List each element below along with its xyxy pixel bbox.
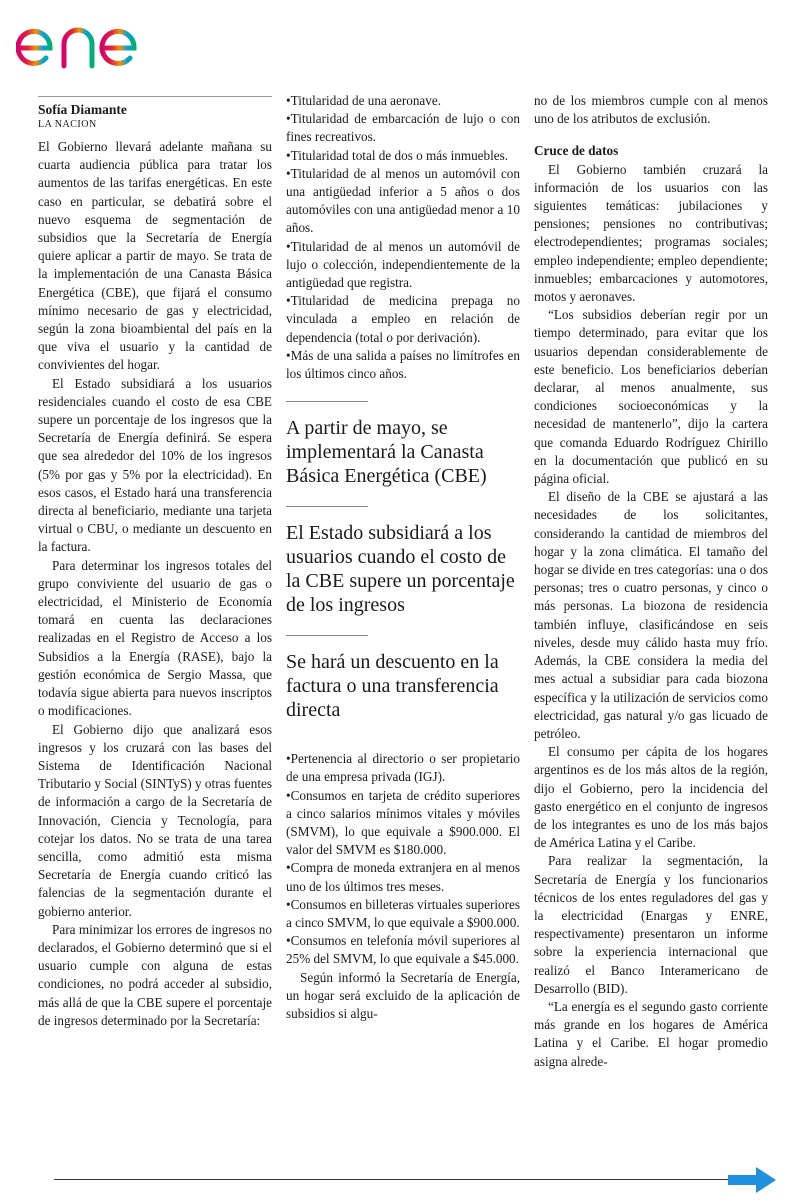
paragraph: El Gobierno dijo que analizará esos ingresos y los cruzará con las bases del Sistema de Identificación Nacional Tributario y Social (SINTyS) y otras fuentes de información a cargo de la Secretaría de Innovación, Ciencia y Tecnología, para cotejar los datos. No se trata de una tarea sencilla, como admitió esta misma Secretaría de Energía cuando criticó las falencias de la segmentación durante el gobierno anterior. [38,721,272,919]
list-item: • Compra de moneda extranjera en al menos uno de los últimos tres meses. [286,859,520,895]
paragraph: El diseño de la CBE se ajustará a las necesidades de los solicitantes, considerando la cantidad de miembros del hogar y la zona climática. El tamaño del hogar se divide en tres categorías: una o dos personas; tres o cuatro personas, y cinco o más personas. La biozona de residencia también influye, clasificándose en seis niveles, desde muy cálido hasta muy frío. Además, la CBE considera la media del mes actual a subsidiar para cada biozona específica y la utilización de servicios como electricidad, gas natural y/o gas licuado de petróleo. [534,489,768,741]
paragraph: El Estado subsidiará a los usuarios residenciales cuando el costo de esa CBE supere un porcentaje de los ingresos que la Secretaría de Energía definirá. Se espera que sea alrededor del 10% de los ingresos (5% por gas y 5% por la electricidad). En esos casos, el Estado hará una transferencia directa al beneficiario, mediante una tarjeta virtual o CBU, o mediante un descuento en la factura. [38,375,272,555]
paragraph: Para minimizar los errores de ingresos no declarados, el Gobierno determinó que si el usuario cumple con alguna de estas condiciones, no podrá acceder al subsidio, más allá de que la CBE supere el porcentaje de ingresos determinado por la Secretaría: [38,921,272,1028]
column-rule [38,96,272,97]
paragraph: Para realizar la segmentación, la Secretaría de Energía y los funcionarios técnicos de los entes reguladores del gas y la electricidad (Enargas y ENRE, respectivamente) presentaron un informe sobre la experiencia internacional que realizó el Banco Interamericano de Desarrollo (BID). [534,853,768,996]
exclusion-list-bottom [286,750,520,968]
pull-quote-rule [286,635,368,636]
paragraph: no de los miembros cumple con al menos uno de los atributos de exclusión. [534,93,768,127]
list-item: • Titularidad de una aeronave. [286,92,520,110]
paragraph: El Gobierno llevará adelante mañana su cuarta audiencia pública para tratar los aumentos de las tarifas energéticas. En este caso en particular, se debatirá sobre el nuevo esquema de segmentación de subsidios que la Secretaría de Energía quiere aplicar a partir de mayo. Se trata de la implementación de una Canasta Básica Energética (CBE), que fijará el consumo mínimo necesario de gas y electricidad, según la zona bioambiental del país en la que viva el usuario y la cantidad de convivientes del hogar. [38,139,272,373]
list-item: • Titularidad de medicina prepaga no vinculada a empleo en relación de dependencia (total o por derivación). [286,292,520,347]
list-item: • Titularidad de al menos un automóvil de lujo o colección, independientemente de la antigüedad que registra. [286,238,520,293]
enel-logo [16,8,178,72]
paragraph: Según informó la Secretaría de Energía, un hogar será excluido de la aplicación de subsidios si algu- [286,969,520,1022]
list-item: • Más de una salida a países no limítrofes en los últimos cinco años. [286,347,520,383]
exclusion-list-top [286,92,520,383]
paragraph: El consumo per cápita de los hogares argentinos es de los más altos de la región, dijo el Gobierno, pero la incidencia del gasto energético en el conjunto de ingresos de los integrantes es uno de los más bajos de América Latina y el Caribe. [534,744,768,851]
paragraph: “La energía es el segundo gasto corriente más grande en los hogares de América Latina y el Caribe. El hogar promedio asigna alrede- [534,998,768,1069]
pull-quote: El Estado subsidiará a los usuarios cuando el costo de la CBE supere un porcentaje de los ingresos [286,522,515,617]
paragraph: Para determinar los ingresos totales del grupo conviviente del usuario de gas o electricidad, el Ministerio de Economía tomará en cuenta las declaraciones realizadas en el Registro de Acceso a los Subsidios a la Energía (RASE), bajo la gestión económica de Sergio Massa, que todavía sigue abierta para nuevos inscriptos o modificaciones. [38,557,272,719]
article-column-1 [38,96,272,1030]
list-item: • Consumos en telefonía móvil superiores al 25% del SMVM, lo que equivale a $45.000. [286,932,520,968]
list-item: • Consumos en billeteras virtuales superiores a cinco SMVM, lo que equivale a $900.000. [286,896,520,932]
right-arrow-icon[interactable] [726,1165,778,1195]
article-column-2 [286,92,520,1023]
list-item: • Titularidad de al menos un automóvil con una antigüedad inferior a 5 años o dos automóviles con una antigüedad menor a 10 años. [286,165,520,238]
paragraph: “Los subsidios deberían regir por un tiempo determinado, para evitar que los usuarios dependan considerablemente de este beneficio. Los beneficiarios deberían declarar, al menos anualmente, sus condiciones socioeconómicas y la necesidad de mantenerlo”, dijo la cartera que comanda Eduardo Rodríguez Chirillo en la documentación que publicó en su página oficial. [534,307,768,487]
pull-quote: A partir de mayo, se implementará la Canasta Básica Energética (CBE) [286,417,487,488]
list-item: • Titularidad total de dos o más inmuebles. [286,147,520,165]
list-item: • Pertenencia al directorio o ser propietario de una empresa privada (IGJ). [286,750,520,786]
pull-quote-rule [286,506,368,507]
section-subhead: Cruce de datos [534,143,619,159]
pull-quote-rule [286,401,368,402]
article-column-3 [534,92,768,1071]
source-label: LA NACION [38,119,97,130]
footer-rule [54,1179,730,1180]
paragraph: El Gobierno también cruzará la información de los usuarios con las siguientes temáticas: jubilaciones y pensiones; pensiones no contributivas; electrodependientes; programas sociales; empleo independiente; empleo dependiente; inmuebles; embarcaciones y automotores, motos y aeronaves. [534,161,768,305]
list-item: • Consumos en tarjeta de crédito superiores a cinco salarios mínimos vitales y móviles (SMVM), lo que equivale a $900.000. El valor del SMVM es $180.000. [286,787,520,860]
pull-quote: Se hará un descuento en la factura o una transferencia directa [286,651,499,722]
list-item: • Titularidad de embarcación de lujo o con fines recreativos. [286,110,520,146]
author-byline: Sofía Diamante [38,102,127,117]
